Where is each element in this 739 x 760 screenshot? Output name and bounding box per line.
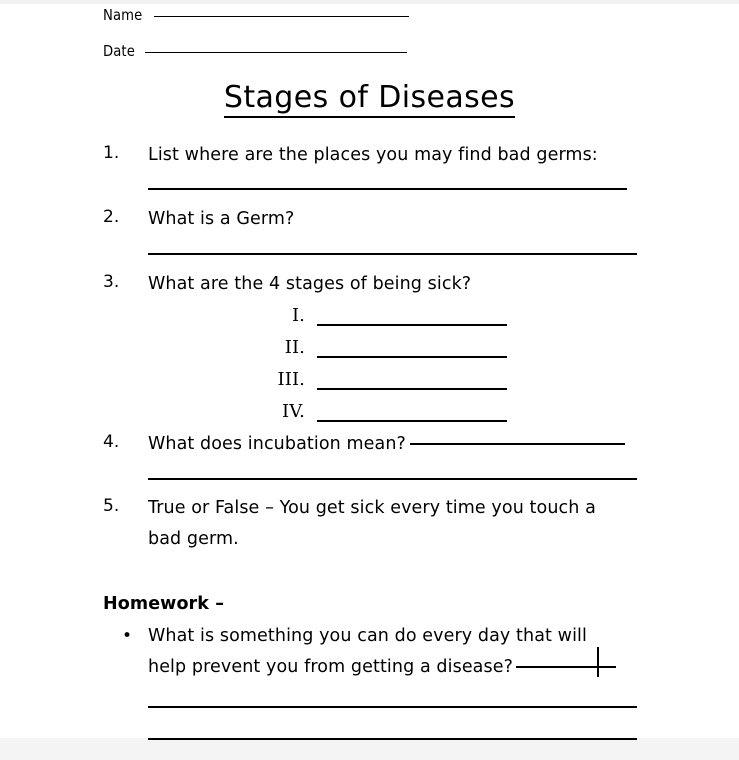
question-2-text: What is a Germ? xyxy=(148,209,295,229)
question-5-text: True or False – You get sick every time you touch a bad germ. xyxy=(148,498,596,549)
question-3-subitem-2 xyxy=(245,333,507,363)
question-2-number: 2. xyxy=(103,207,120,227)
homework-item-1 xyxy=(103,621,648,683)
homework-extra-line-2[interactable] xyxy=(148,738,637,740)
question-4-inline-blank[interactable] xyxy=(410,443,625,445)
question-4-text-row xyxy=(148,429,663,460)
question-3-subitem-3 xyxy=(245,365,507,395)
worksheet-body xyxy=(0,4,739,738)
roman-numeral-2: II. xyxy=(284,337,305,358)
question-3-number: 3. xyxy=(103,272,120,292)
page-bottom-gap xyxy=(0,738,739,760)
question-2 xyxy=(103,204,663,235)
roman-numeral-4: IV. xyxy=(282,401,305,422)
homework-item-1-blank[interactable] xyxy=(516,666,616,668)
roman-numeral-4-line[interactable] xyxy=(317,420,507,422)
question-3-subitem-4 xyxy=(245,397,507,427)
page-title-text: Stages of Diseases xyxy=(224,80,515,118)
roman-numeral-1-line[interactable] xyxy=(317,324,507,326)
name-field-label: Name xyxy=(103,6,143,24)
date-field-row[interactable] xyxy=(103,42,407,60)
bullet-icon: • xyxy=(122,626,133,646)
homework-heading-text: Homework xyxy=(103,594,210,614)
question-1-text: List where are the places you may find bad germs: xyxy=(148,145,598,165)
question-5 xyxy=(103,493,603,555)
roman-numeral-2-line[interactable] xyxy=(317,356,507,358)
question-3 xyxy=(103,269,663,300)
roman-numeral-3: III. xyxy=(277,369,305,390)
question-4-answer-line[interactable] xyxy=(148,478,637,480)
question-3-text: What are the 4 stages of being sick? xyxy=(148,274,472,294)
name-field-rule[interactable] xyxy=(154,16,409,17)
roman-numeral-3-line[interactable] xyxy=(317,388,507,390)
worksheet-page[interactable] xyxy=(0,4,739,738)
question-4-text: What does incubation mean? xyxy=(148,434,406,454)
question-4-number: 4. xyxy=(103,432,120,452)
text-caret xyxy=(597,647,599,677)
question-1-number: 1. xyxy=(103,143,120,163)
date-field-rule[interactable] xyxy=(145,52,407,53)
question-1 xyxy=(103,140,663,171)
question-5-number: 5. xyxy=(103,496,120,516)
roman-numeral-1: I. xyxy=(291,305,305,326)
homework-item-1-line-2: help prevent you from getting a disease? xyxy=(148,657,513,677)
homework-heading xyxy=(103,591,224,617)
question-1-answer-line[interactable] xyxy=(148,188,627,190)
name-field-row[interactable] xyxy=(103,6,409,24)
page-title xyxy=(0,80,739,116)
homework-heading-dash: – xyxy=(209,594,225,614)
homework-item-1-line-1: What is something you can do every day that will xyxy=(148,626,587,646)
question-4 xyxy=(103,429,663,460)
homework-extra-line-1[interactable] xyxy=(148,706,637,708)
question-3-subitem-1 xyxy=(245,301,507,331)
date-field-label: Date xyxy=(103,42,135,60)
question-2-answer-line[interactable] xyxy=(148,253,637,255)
homework-item-1-text xyxy=(148,621,648,683)
